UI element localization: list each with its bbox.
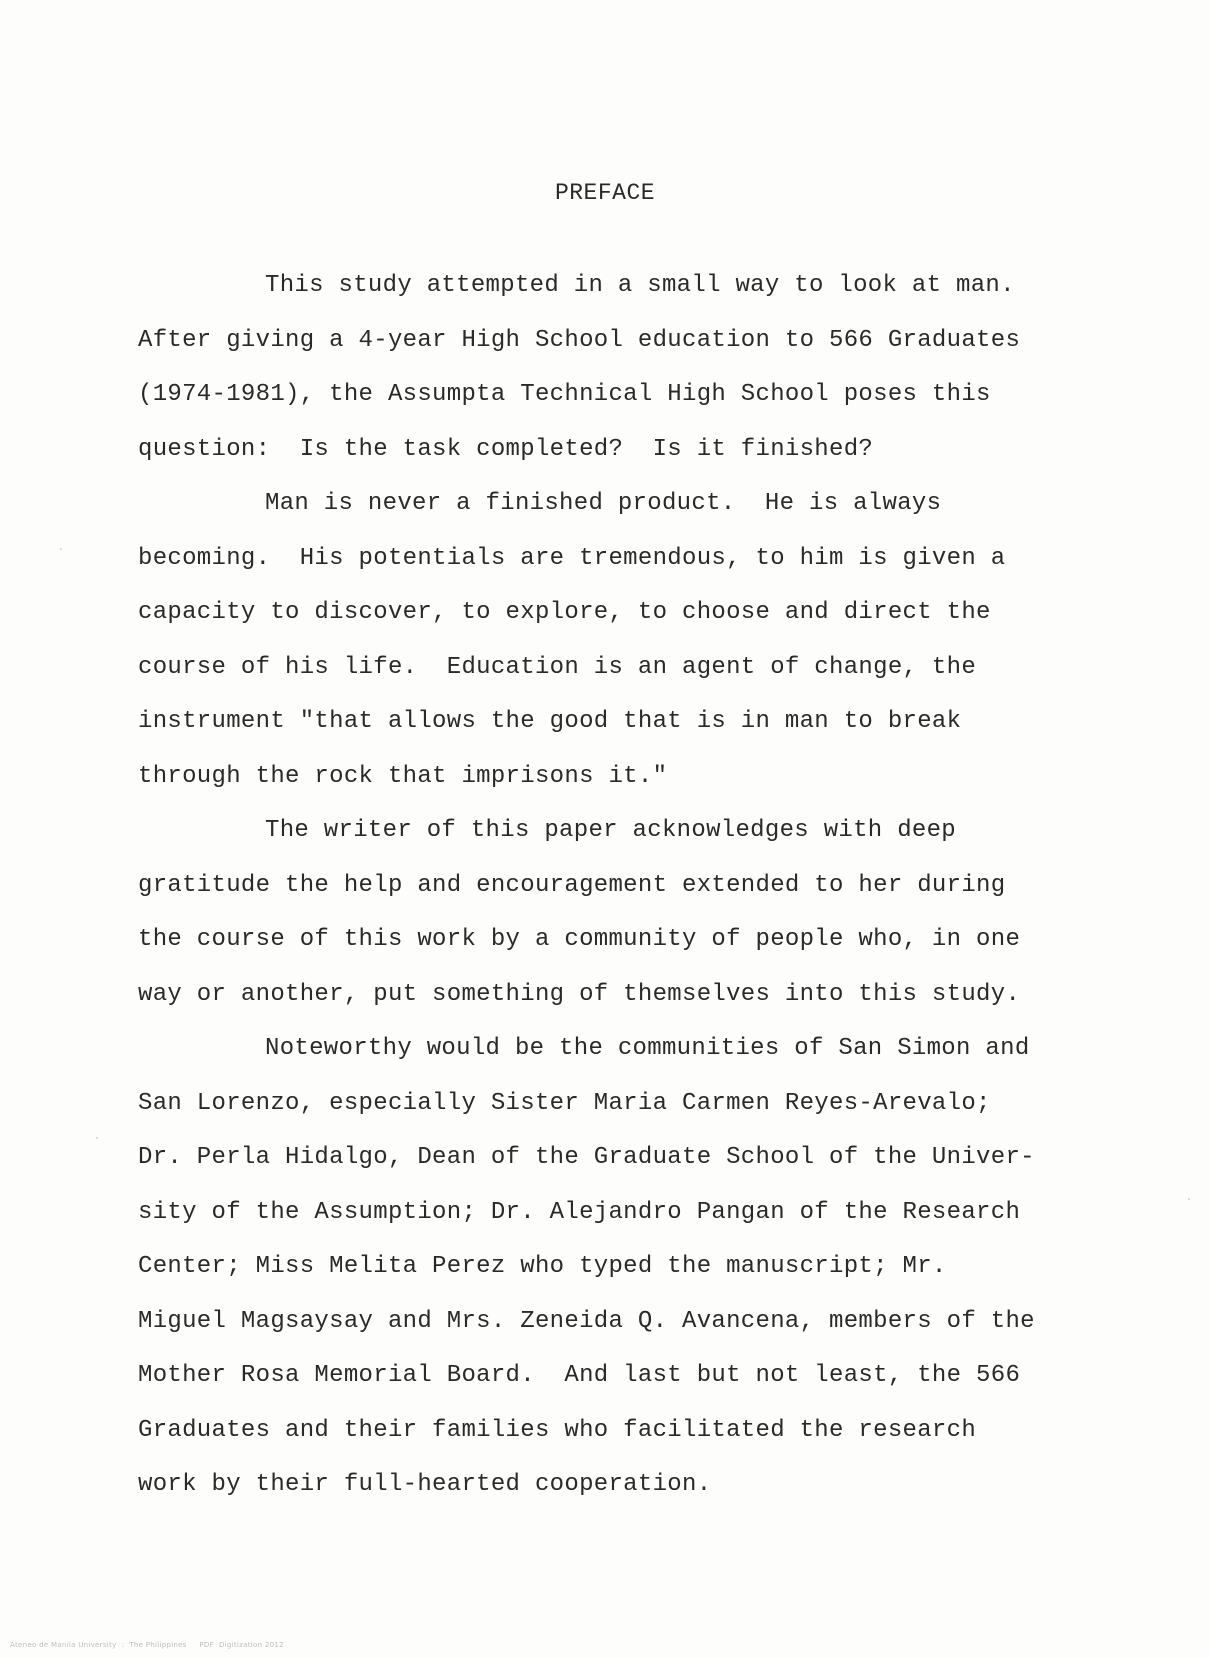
paragraph-line: Graduates and their families who facilitated the research [138,1416,977,1444]
paragraph-line: Noteworthy would be the communities of San Simon and [265,1035,1030,1062]
paragraph-line: Center; Miss Melita Perez who typed the manuscript; Mr. [138,1253,947,1280]
page-title: PREFACE [554,180,656,206]
paragraph-line: gratitude the help and encouragement extended to her during [138,871,1006,899]
paragraph-line: This study attempted in a small way to look at man. [265,272,1015,299]
paragraph-line: instrument "that allows the good that is in man to break [138,708,962,735]
paragraph-line: (1974-1981), the Assumpta Technical High School poses this [138,381,991,408]
scan-speck [96,1137,98,1139]
paragraph-line: question: Is the task completed? Is it finished? [138,435,874,463]
scan-speck [60,548,62,550]
paragraph-line: becoming. His potentials are tremendous, to him is given a [138,544,1006,572]
paragraph-line: sity of the Assumption; Dr. Alejandro Pangan of the Research [138,1198,1021,1226]
preface-body [138,259,1138,1513]
scan-speck [1188,1198,1190,1200]
paragraph-line: through the rock that imprisons it." [138,762,668,790]
paragraph-line: Miguel Magsaysay and Mrs. Zeneida Q. Avancena, members of the [138,1307,1035,1335]
paragraph-line: Mother Rosa Memorial Board. And last but not least, the 566 [138,1362,1021,1389]
paragraph-line: way or another, put something of themselves into this study. [138,980,1021,1008]
paragraph-line: The writer of this paper acknowledges with deep [265,817,957,844]
scan-footer: Ateneo de Manila University : The Philippines PDF Digitization 2012 [10,1641,284,1649]
paragraph-line: work by their full-hearted cooperation. [138,1471,712,1498]
paragraph-line: capacity to discover, to explore, to choose and direct the [138,599,991,626]
paragraph-line: the course of this work by a community of people who, in one [138,926,1021,953]
paragraph-line: Man is never a finished product. He is always [265,490,942,517]
paragraph-line: course of his life. Education is an agent of change, the [138,653,977,681]
paragraph-line: San Lorenzo, especially Sister Maria Carmen Reyes-Arevalo; [138,1089,991,1117]
paragraph-line: After giving a 4-year High School education to 566 Graduates [138,326,1021,354]
paragraph-line: Dr. Perla Hidalgo, Dean of the Graduate School of the Univer- [138,1144,1035,1171]
